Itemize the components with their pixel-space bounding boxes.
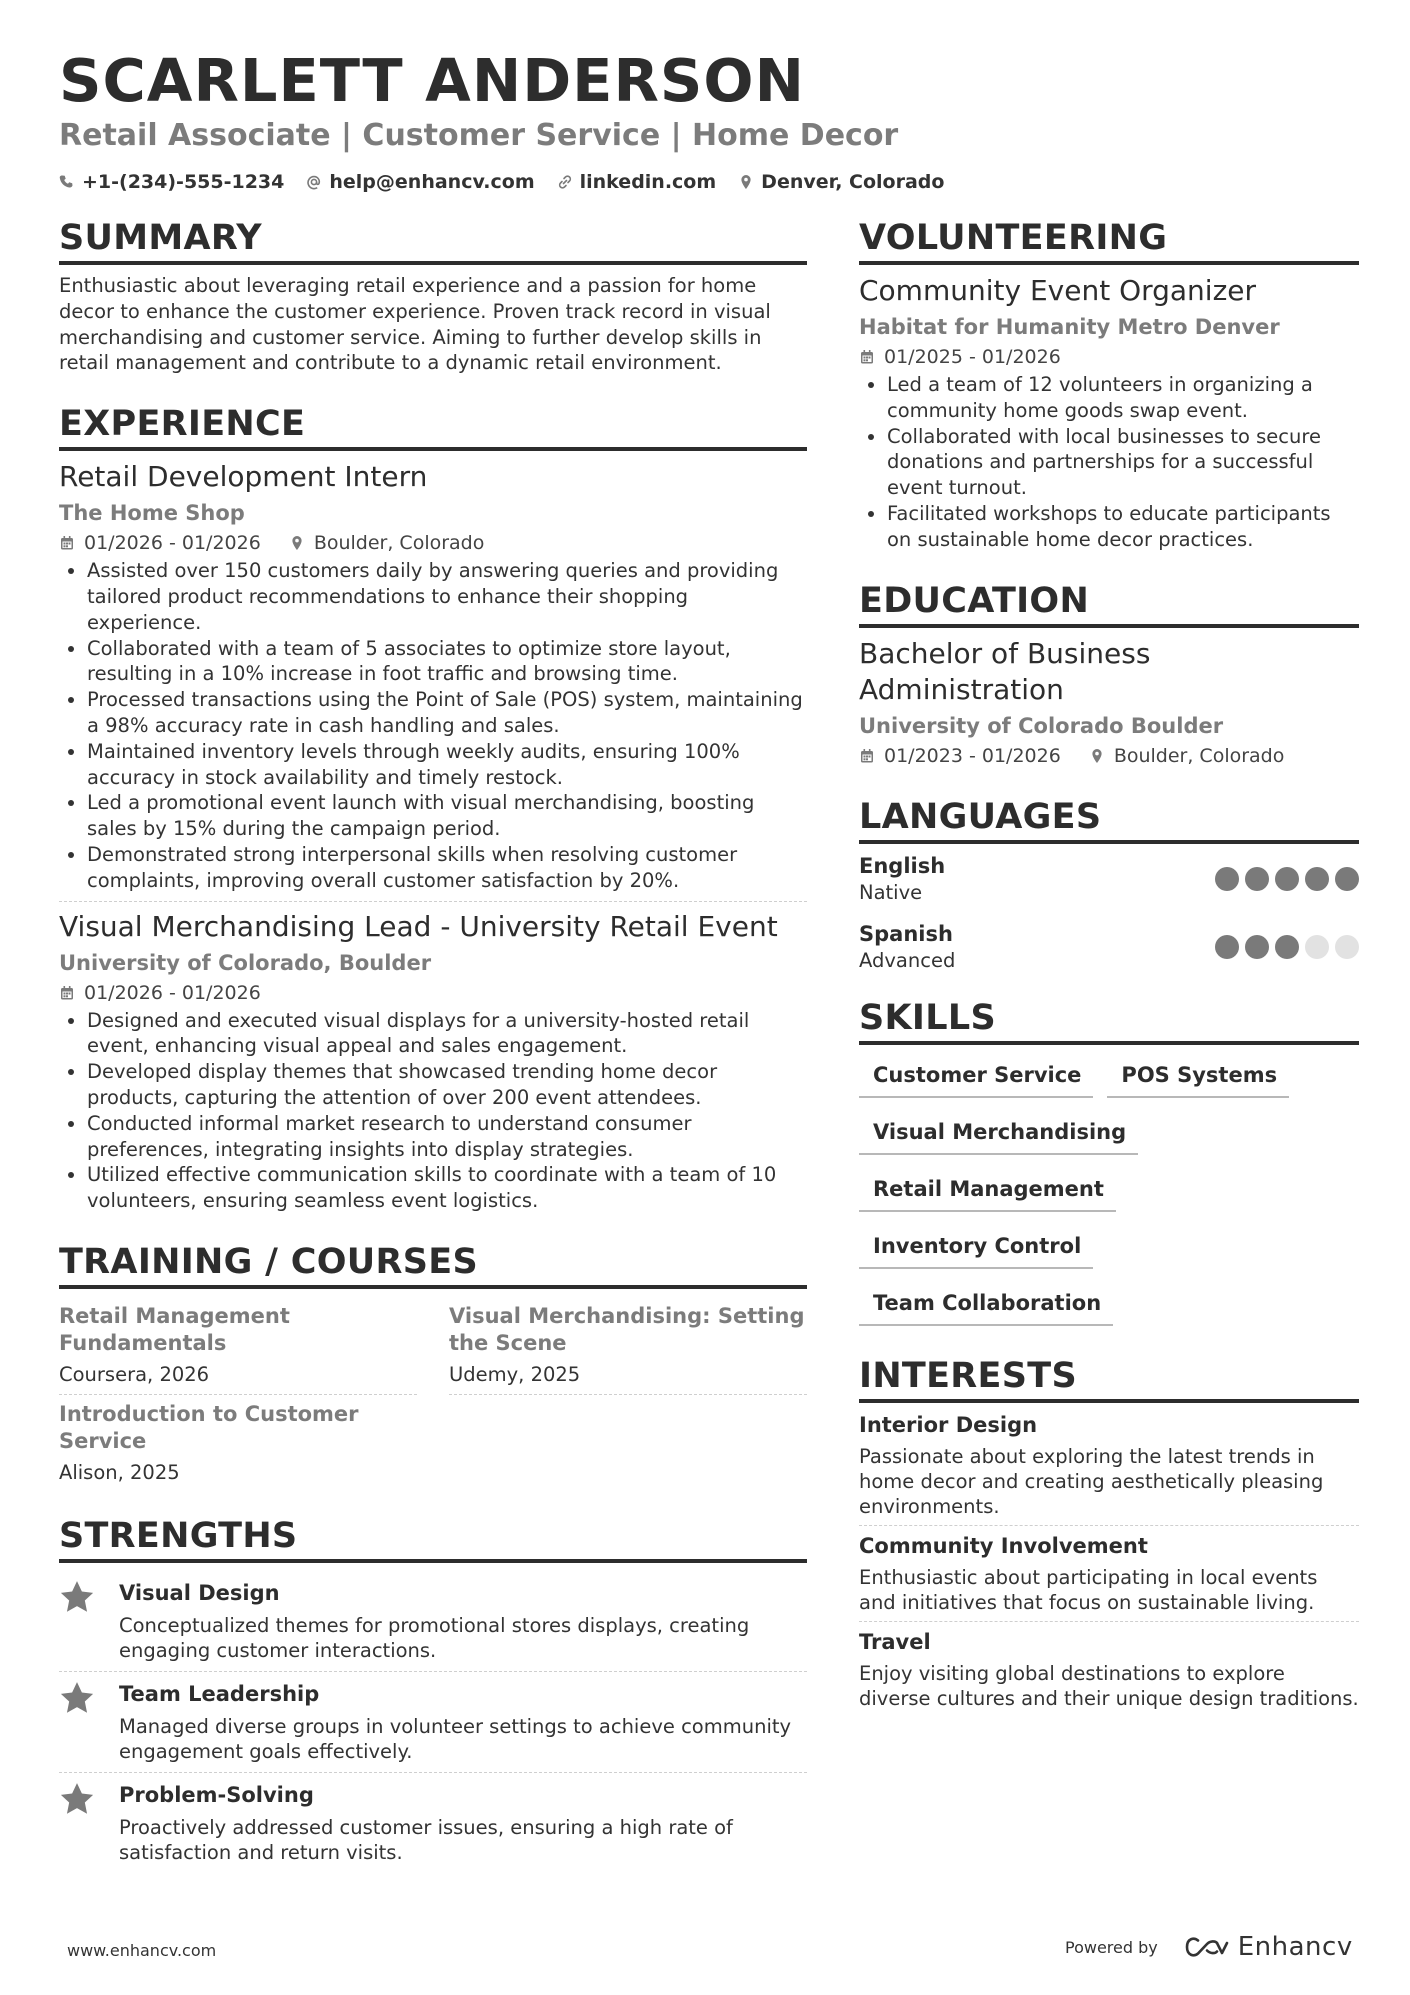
summary-title: SUMMARY <box>59 216 807 265</box>
interest-text: Enjoy visiting global destinations to explore diverse cultures and their unique design traditions. <box>859 1661 1359 1710</box>
language-level: Native <box>859 880 923 904</box>
contact-linkedin[interactable] <box>557 169 717 195</box>
headline: Retail Associate | Customer Service | Home Decor <box>59 118 899 153</box>
skills-section <box>859 996 1359 1326</box>
job-dates <box>59 980 261 1006</box>
school: University of Colorado Boulder <box>859 713 1224 738</box>
rating-dot-filled <box>1245 867 1269 891</box>
interest-text: Passionate about exploring the latest trends in home decor and creating aesthetically pleasing environments. <box>859 1444 1324 1518</box>
calendar-icon <box>59 535 75 551</box>
interest-title: Travel <box>859 1629 931 1654</box>
star-icon <box>59 1782 95 1816</box>
education-title: EDUCATION <box>859 579 1359 628</box>
strength-text: Proactively addressed customer issues, ensuring a high rate of satisfaction and return visits. <box>119 1815 733 1864</box>
course-item <box>59 1297 417 1395</box>
location-pin-icon <box>1089 748 1105 764</box>
skill-tag: Inventory Control <box>859 1232 1093 1269</box>
dates-text: 01/2023 - 01/2026 <box>884 744 1061 767</box>
volunteer-role: Community Event Organizer <box>859 274 1257 307</box>
skill-tag: Retail Management <box>859 1175 1116 1212</box>
language-item <box>859 852 1359 906</box>
skill-tags <box>859 1053 1359 1326</box>
skill-tag: Team Collaboration <box>859 1289 1113 1326</box>
strength-title: Problem-Solving <box>119 1782 314 1807</box>
course-title: Visual Merchandising: Setting the Scene <box>449 1303 805 1355</box>
summary-section <box>59 216 807 376</box>
rating-dot-empty <box>1305 935 1329 959</box>
experience-entry <box>59 902 807 1214</box>
rating-dot-filled <box>1275 935 1299 959</box>
strengths-title: STRENGTHS <box>59 1514 807 1563</box>
enhancv-logo-icon <box>1184 1936 1230 1958</box>
candidate-name: SCARLETT ANDERSON <box>59 46 805 115</box>
strength-text: Managed diverse groups in volunteer settings to achieve community engagement goals effectively. <box>119 1714 792 1763</box>
degree: Bachelor of Business Administration <box>859 636 1151 706</box>
training-section <box>59 1240 807 1492</box>
education-location <box>1089 743 1285 769</box>
rating-dot-empty <box>1335 935 1359 959</box>
strength-title: Visual Design <box>119 1580 280 1605</box>
phone-text: +1-(234)-555-1234 <box>82 171 285 193</box>
job-meta <box>59 980 807 1006</box>
contact-email[interactable] <box>306 169 534 195</box>
footer-branding <box>1065 1932 1353 1962</box>
volunteering-title: VOLUNTEERING <box>859 216 1359 265</box>
language-level: Advanced <box>859 948 956 972</box>
star-icon <box>59 1681 95 1715</box>
language-rating <box>1215 935 1359 959</box>
location-text: Denver, Colorado <box>761 171 945 193</box>
calendar-icon <box>859 748 875 764</box>
summary-text: Enthusiastic about leveraging retail experience and a passion for home decor to enhance the customer experience. Proven track record in visual merchandising and customer service. Aiming to further develop skills in retail management and contribute to a dynamic retail environment. <box>59 274 771 375</box>
education-section <box>859 579 1359 769</box>
bullet: • Demonstrated strong interpersonal skills when resolving customer complaints, improving overall customer satisfaction by 20%. <box>87 842 807 894</box>
calendar-icon <box>859 349 875 365</box>
skill-tag: Customer Service <box>859 1061 1093 1098</box>
interests-title: INTERESTS <box>859 1354 1359 1403</box>
course-source: Udemy, 2025 <box>449 1362 581 1386</box>
volunteer-meta <box>859 344 1359 370</box>
experience-section <box>59 402 807 1214</box>
brand-logo[interactable] <box>1184 1932 1353 1962</box>
interest-title: Community Involvement <box>859 1533 1148 1558</box>
training-title: TRAINING / COURSES <box>59 1240 807 1289</box>
bullet: • Led a promotional event launch with visual merchandising, boosting sales by 15% during the campaign period. <box>87 790 807 842</box>
interest-text: Enthusiastic about participating in local events and initiatives that focus on sustainable living. <box>859 1565 1318 1614</box>
course-title: Retail Management Fundamentals <box>59 1303 290 1355</box>
location-pin-icon <box>738 174 754 190</box>
bullet: • Collaborated with a team of 5 associates to optimize store layout, resulting in a 10% increase in foot traffic and browsing time. <box>87 636 807 688</box>
contact-location <box>738 169 944 195</box>
strength-text: Conceptualized themes for promotional stores displays, creating engaging customer interactions. <box>119 1613 750 1662</box>
bullet: • Developed display themes that showcased trending home decor products, capturing the attention of over 200 event attendees. <box>87 1059 807 1111</box>
skills-title: SKILLS <box>859 996 1359 1045</box>
bullet: • Facilitated workshops to educate participants on sustainable home decor practices. <box>887 501 1359 553</box>
strength-item <box>59 1672 807 1773</box>
location-pin-icon <box>289 535 305 551</box>
languages-title: LANGUAGES <box>859 795 1359 844</box>
brand-name: Enhancv <box>1237 1932 1353 1962</box>
footer-website[interactable]: www.enhancv.com <box>67 1941 217 1960</box>
volunteer-org: Habitat for Humanity Metro Denver <box>859 315 1280 339</box>
linkedin-text: linkedin.com <box>579 171 717 193</box>
course-source: Alison, 2025 <box>59 1460 180 1484</box>
education-meta <box>859 743 1359 769</box>
dates-text: 01/2026 - 01/2026 <box>84 981 261 1004</box>
bullet: • Led a team of 12 volunteers in organizing a community home goods swap event. <box>887 372 1359 424</box>
language-name: Spanish <box>859 921 953 946</box>
rating-dot-filled <box>1215 935 1239 959</box>
skill-tag: Visual Merchandising <box>859 1118 1138 1155</box>
job-meta <box>59 530 807 556</box>
rating-dot-filled <box>1305 867 1329 891</box>
job-title: Visual Merchandising Lead - University Retail Event <box>59 909 778 943</box>
course-item <box>449 1297 807 1395</box>
strengths-section <box>59 1514 807 1873</box>
job-title: Retail Development Intern <box>59 460 428 494</box>
dates-text: 01/2025 - 01/2026 <box>884 346 1061 368</box>
location-text: Boulder, Colorado <box>1113 744 1285 767</box>
skill-tag: POS Systems <box>1107 1061 1289 1098</box>
phone-icon <box>59 174 75 190</box>
interests-section <box>859 1354 1359 1717</box>
bullet: • Designed and executed visual displays for a university-hosted retail event, enhancing visual appeal and sales engagement. <box>87 1008 807 1060</box>
course-source: Coursera, 2026 <box>59 1362 210 1386</box>
right-column <box>859 216 1359 1717</box>
volunteering-section <box>859 216 1359 553</box>
bullet: • Collaborated with local businesses to secure donations and partnerships for a successful event turnout. <box>887 424 1359 501</box>
language-name: English <box>859 853 946 878</box>
language-rating <box>1215 867 1359 891</box>
dates-text: 01/2026 - 01/2026 <box>84 532 261 555</box>
interest-item <box>859 1411 1359 1526</box>
powered-by-label: Powered by <box>1065 1937 1158 1957</box>
rating-dot-filled <box>1245 935 1269 959</box>
company-name: University of Colorado, Boulder <box>59 950 432 975</box>
interest-item <box>859 1526 1359 1622</box>
volunteer-bullets <box>859 372 1359 553</box>
location-text: Boulder, Colorado <box>313 532 485 555</box>
company-name: The Home Shop <box>59 501 245 526</box>
bullet: • Utilized effective communication skills to coordinate with a team of 10 volunteers, ensuring seamless event logistics. <box>87 1162 807 1214</box>
course-item <box>59 1395 417 1492</box>
bullet: • Assisted over 150 customers daily by answering queries and providing tailored product recommendations to enhance their shopping experience. <box>87 558 807 635</box>
interest-title: Interior Design <box>859 1412 1038 1437</box>
strength-title: Team Leadership <box>119 1681 320 1706</box>
bullet: • Maintained inventory levels through weekly audits, ensuring 100% accuracy in stock availability and timely restock. <box>87 739 807 791</box>
contact-bar <box>59 169 944 195</box>
rating-dot-filled <box>1335 867 1359 891</box>
languages-section <box>859 795 1359 974</box>
bullet: • Conducted informal market research to understand consumer preferences, integrating insights into display strategies. <box>87 1111 807 1163</box>
job-bullets <box>59 1008 807 1214</box>
at-icon <box>306 174 322 190</box>
experience-title: EXPERIENCE <box>59 402 807 451</box>
bullet: • Processed transactions using the Point of Sale (POS) system, maintaining a 98% accuracy rate in cash handling and sales. <box>87 687 807 739</box>
strength-item <box>59 1571 807 1672</box>
link-icon <box>557 174 573 190</box>
education-dates <box>859 743 1061 769</box>
job-dates <box>59 530 261 556</box>
strength-item <box>59 1773 807 1873</box>
course-title: Introduction to Customer Service <box>59 1401 359 1453</box>
experience-entry <box>59 459 807 901</box>
interest-item <box>859 1622 1359 1717</box>
volunteer-dates <box>859 344 1061 370</box>
contact-phone[interactable] <box>59 169 284 195</box>
rating-dot-filled <box>1215 867 1239 891</box>
course-grid <box>59 1297 807 1492</box>
job-bullets <box>59 558 807 893</box>
email-text: help@enhancv.com <box>329 171 535 193</box>
star-icon <box>59 1580 95 1614</box>
left-column <box>59 216 807 1873</box>
calendar-icon <box>59 985 75 1001</box>
job-location <box>289 530 485 556</box>
rating-dot-filled <box>1275 867 1299 891</box>
language-item <box>859 920 1359 974</box>
